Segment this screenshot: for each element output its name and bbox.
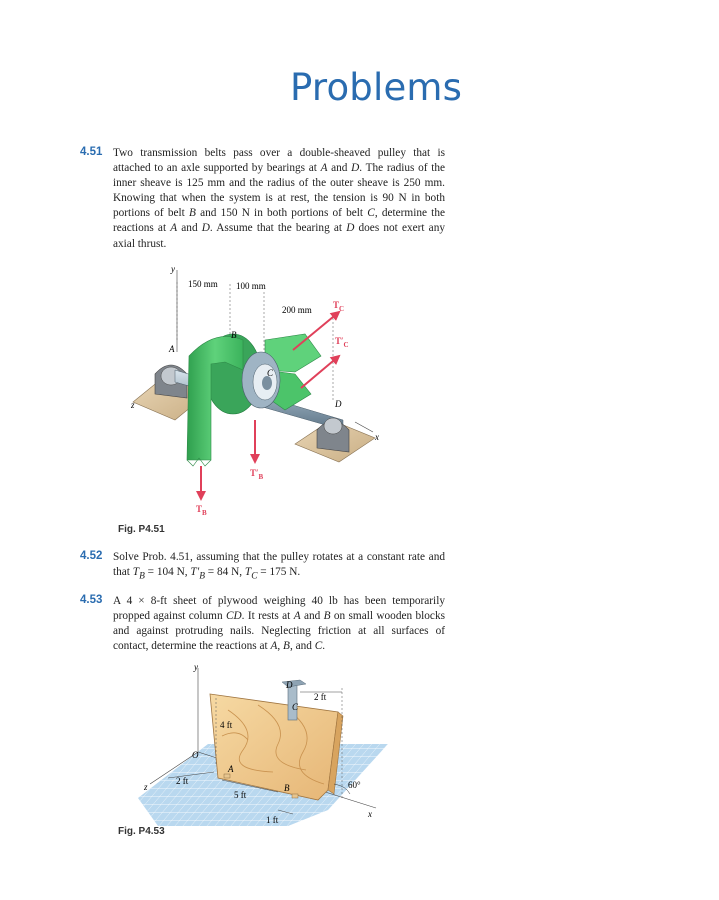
problem-4-52 (80, 550, 445, 596)
label-tc: $T_C$ (333, 300, 345, 313)
dim-150mm: 150 mm (188, 279, 218, 289)
x-axis-label: x (375, 432, 379, 442)
figure-caption-p4-51: Fig. P4.51 (118, 524, 165, 535)
problem-number: 4.51 (80, 146, 103, 158)
y-axis-label: y (194, 662, 198, 672)
dim-4ft: 4 ft (220, 720, 233, 730)
label-d: D (335, 399, 342, 409)
page-title: Problems (290, 66, 463, 109)
label-d: D (286, 680, 293, 690)
label-tc-prime: $T'_C$ (335, 336, 349, 349)
x-axis-label: x (368, 809, 372, 819)
problem-number: 4.53 (80, 594, 103, 606)
dim-1ft: 1 ft (266, 815, 279, 825)
dim-100mm: 100 mm (236, 281, 266, 291)
label-b: B (231, 330, 237, 340)
z-axis-label: z (131, 400, 135, 410)
label-c: C (267, 368, 274, 378)
label-o: O (192, 750, 199, 760)
dim-2ft-left: 2 ft (176, 776, 189, 786)
problem-4-51 (80, 146, 445, 263)
dim-200mm: 200 mm (282, 305, 312, 315)
figure-p4-53 (138, 660, 388, 826)
dim-2ft-top: 2 ft (314, 692, 327, 702)
label-c: C (292, 702, 299, 712)
problem-text: A 4 × 8-ft sheet of plywood weighing 40 lb has been temporarily propped against column CD. It rests at A and B on small wooden blocks and against protruding nails. Neglecting friction at all surfaces of contact, determine the reactions at A, B, and C. (113, 595, 445, 653)
problem-number: 4.52 (80, 550, 103, 562)
label-a: A (169, 344, 175, 354)
label-tb: $T_B$ (196, 504, 207, 517)
dim-5ft: 5 ft (234, 790, 247, 800)
z-axis-label: z (144, 782, 148, 792)
y-axis-label: y (171, 264, 175, 274)
problem-4-53 (80, 594, 445, 666)
arrow-tc (293, 312, 339, 350)
angle-60: 60° (348, 780, 361, 790)
problem-text: Solve Prob. 4.51, assuming that the pulley rotates at a constant rate and that $T_B = 104$ N, $T'_B = 84$ N, $T_C = 175$ N. (113, 551, 445, 582)
problem-text: Two transmission belts pass over a double-sheaved pulley that is attached to an axle supported by bearings at A and D. The radius of the inner sheave is 125 mm and the radius of the outer sheave is 250 mm. Knowing that when the system is at rest, the tension is 90 N in both portions of belt B and 150 N in both portions of belt C, determine the reactions at A and D. Assume that the bearing at D does not exert any axial thrust. (113, 147, 445, 250)
figure-caption-p4-53: Fig. P4.53 (118, 826, 165, 837)
x-axis (355, 422, 373, 432)
label-a: A (228, 764, 234, 774)
figure-p4-51 (125, 252, 415, 522)
label-b: B (284, 783, 290, 793)
label-tb-prime: $T'_B$ (250, 468, 264, 481)
